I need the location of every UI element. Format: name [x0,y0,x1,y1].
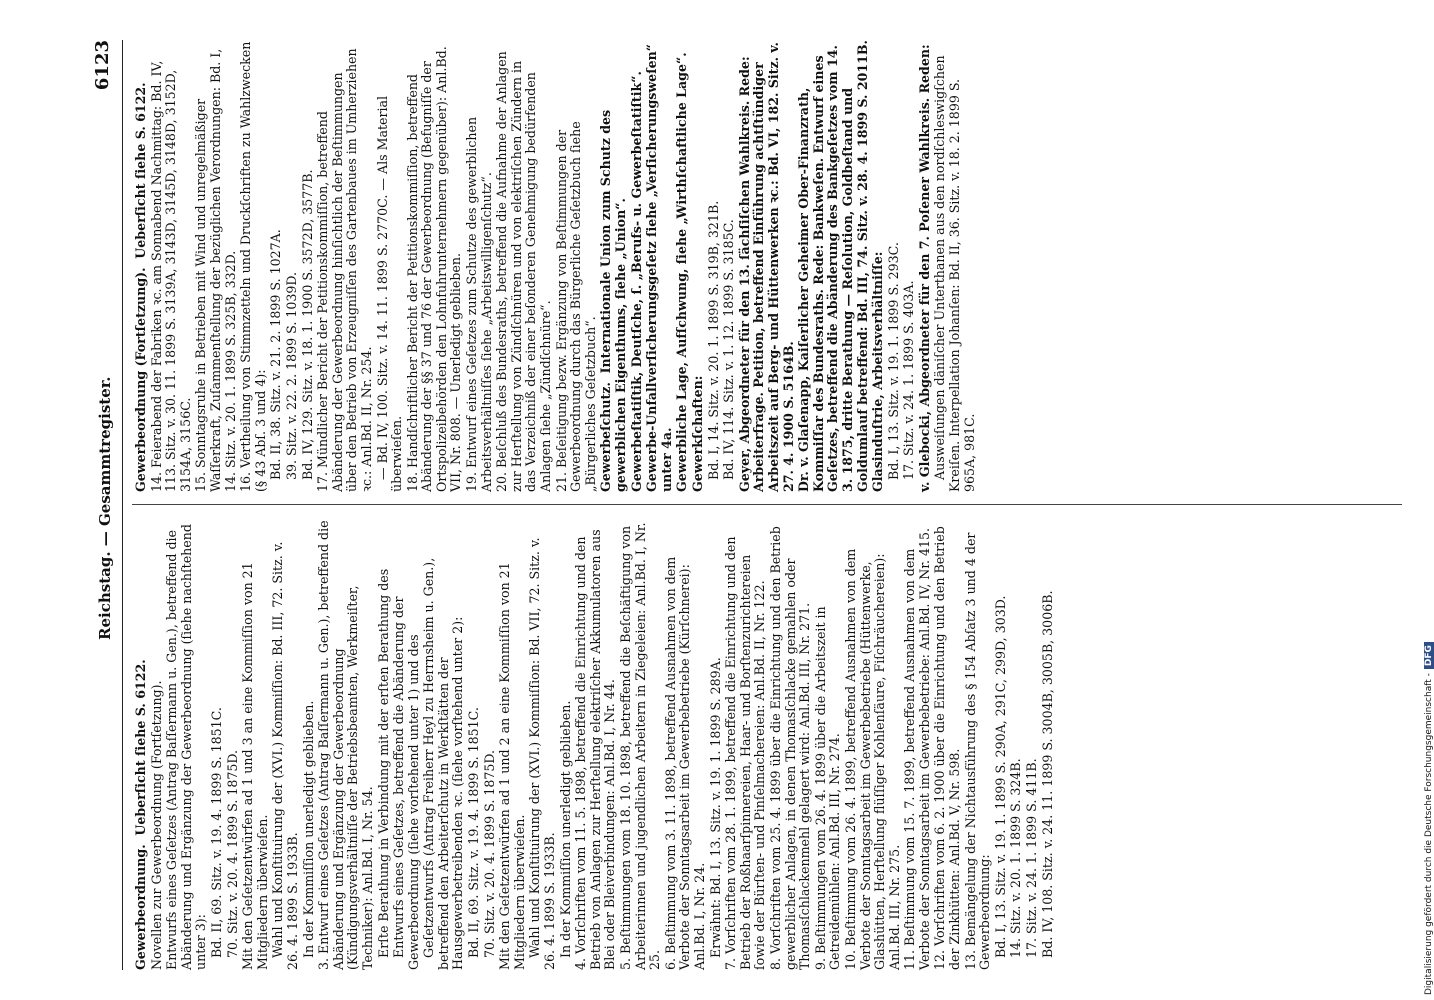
index-entry: In der Kommiſſion unerledigt geblieben. [557,700,573,970]
index-entry: Bd. IV, 129. Sitz. v. 18. 1. 1900 S. 3572D, 3577B. [299,169,315,492]
index-entry: Entwurfs eines Geſetzes (Antrag Baſſermann u. Gen.), betreffend die Abänderung und Ergänzung der Gewerbeordnung (ſiehe nachſtehend unter 3): [164,520,209,970]
index-entry: Mit den Geſetzentwürfen ad 1 und 3 an eine Kommiſſion von 21 Mitgliedern überwieſen. [240,558,270,970]
index-entry: Bd. I, 14. Sitz. v. 20. 1. 1899 S. 319B, 321B. [705,200,721,492]
index-entry: Gewerbliche Lage, Aufſchwung, ſiehe „Wirthſchaftliche Lage“. [674,52,690,492]
digitization-note-text: Digitalisierung gefördert durch die Deutsche Forschungsgemeinschaft - [1424,673,1434,995]
index-entry: 17. Sitz. v. 24. 1. 1899 S. 411B. [1024,758,1040,970]
index-entry: 16. Vertheilung von Stimmzetteln und Druckſchriften zu Wahlzwecken (§ 43 Abſ. 3 und 4): [238,37,268,492]
index-entry: 5. Beſtimmungen vom 18. 10. 1898, betreffend die Beſchäftigung von Arbeiterinnen und jugendlichen Arbeitern in Ziegeleien: Anl.Bd. I, Nr. 25. [618,518,663,970]
index-entry: Gewerbeſtatiſtik, Deutſche, ſ. „Berufs- u. Gewerbeſtatiſtik“. [628,71,644,492]
index-entry: Bd. II, 38. Sitz. v. 21. 2. 1899 S. 1027A. [268,229,284,492]
index-entry: Gewerbeordnung. Ueberſicht ſiehe S. 6122. [133,659,148,970]
index-entry: Bd. IV, 108. Sitz. v. 24. 11. 1899 S. 3004B, 3005B, 3006B. [1039,590,1055,970]
index-entry: 14. Feierabend der Fabriken ꝛc. am Sonnabend Nachmittag: Bd. IV, 113. Sitz. v. 30. 11. 1899 S. 3139A, 3143D, 3145D, 3148D, 3152D, 3154A, 3156C. [148,56,193,492]
index-entry: 4. Vorſchriften vom 11. 5. 1898, betreffend die Einrichtung und den Betrieb von Anlagen zur Herſtellung elektriſcher Akkumulatoren aus Blei oder Bleiverbindungen: Anl.Bd. I, Nr. 44. [573,525,618,970]
page-number: 6123 [92,40,113,91]
index-entry: Ausweiſungen däniſcher Unterthanen aus den nordſchleswigſchen Kreiſen. Interpellation Johanſen: Bd. II, 36. Sitz. v. 18. 2. 1899 S. 965A, 981C. [932,51,977,492]
column-divider [132,504,1402,505]
index-entry: 70. Sitz. v. 20. 4. 1899 S. 1875D. [224,749,240,970]
digitization-note [1424,642,1434,995]
left-column [134,518,1056,970]
index-entry: Wahl und Konſtituirung der (XVI.) Kommiſſion: Bd. III, 72. Sitz. v. 26. 4. 1899 S. 1933B. [270,537,300,970]
index-entry: Bd. I, 13. Sitz. v. 19. 1. 1899 S. 293C. [885,242,901,492]
index-entry: Wahl und Konſtituirung der (XVI.) Kommiſſion: Bd. VII, 72. Sitz. v. 26. 4. 1899 S. 1933B. [527,533,558,970]
running-title: Reichstag. — Gesammtregister. [96,376,114,640]
index-entry: 8. Vorſchriften vom 25. 4. 1899 über die Einrichtung und den Betrieb gewerblicher Anlagen, in denen Thomasſchlacke gemahlen oder Thomasſchlackenmehl gelagert wird: Anl.Bd. III, Nr. 271. [767,522,813,970]
index-entry: Gewerbeſchutz. Internationale Union zum Schutz des gewerblichen Eigenthums, ſiehe „Union“. [598,105,628,492]
index-entry: v. Glebocki, Abgeordneter für den 7. Poſener Wahlkreis. Reden: [916,44,932,492]
index-entry: Mit den Geſetzentwürfen ad 1 und 2 an eine Kommiſſion von 21 Mitgliedern überwieſen. [497,558,527,970]
index-entry: 14. Sitz. v. 20. 1. 1899 S. 324B. [1008,758,1024,970]
index-entry: 3. Entwurf eines Geſetzes (Antrag Baſſermann u. Gen.), betreffend die Abänderung und Ergänzung der Gewerbeordnung (Kündigungsverhältniſſe der Betriebsbeamten, Werkmeiſter, Techniker): Anl.Bd. I, Nr. 54. [316,516,375,970]
index-entry: 7. Vorſchriften vom 28. 1. 1899, betreffend die Einrichtung und den Betrieb der Roßhaarſpinnereien, Haar- und Borſtenzurichtereien ſowie der Bürſten- und Pinſelmachereien: Anl.Bd. II, Nr. 122. [723,532,768,970]
index-entry: Bd. I, 13. Sitz. v. 19. 1. 1899 S. 290A, 291C, 299D, 303D. [992,595,1008,970]
index-entry: 9. Beſtimmungen vom 26. 4. 1899 über die Arbeitszeit in Getreidemühlen: Anl.Bd. III, Nr. 274. [812,602,843,970]
index-entry: 70. Sitz. v. 20. 4. 1899 S. 1875D. [481,749,497,970]
index-entry: 13. Bemängelung der Nichtausführung des § 154 Abſatz 3 und 4 der Gewerbeordnung: [962,528,993,970]
index-entry: 11. Beſtimmung vom 15. 7. 1899, betreffend Ausnahmen von dem Verbote der Sonntagsarbeit im Gewerbebetriebe: Anl.Bd. IV, Nr. 415. [902,528,932,970]
index-entry: 6. Beſtimmung vom 3. 11. 1898, betreffend Ausnahmen von dem Verbote der Sonntagsarbeit im Gewerbebetriebe (Kürſchnerei): Anl.Bd. I, Nr. 24. [662,552,707,970]
index-entry: 17. Mündlicher Bericht der Petitionskommiſſion, betreffend Abänderung der Gewerbeordnung hinſichtlich der Beſtimmungen über den Betrieb von Erzeugniſſen des Gartenbaues im Umherziehen ꝛc.: Anl.Bd. II, Nr. 254. [315,44,374,492]
right-column [133,37,978,492]
index-entry: Novellen zur Gewerbeordnung (Fortſetzung). [148,680,164,970]
index-entry: Glasinduſtrie, Arbeitsverhältniſſe: [870,251,886,492]
dfg-logo: DFG [1424,642,1434,669]
index-entry: Bd. IV, 114. Sitz. v. 1. 12. 1899 S. 3185C. [721,219,737,492]
rotated-page-content [90,37,1410,970]
index-entry: 21. Beſeitigung bezw. Ergänzung von Beſtimmungen der Gewerbeordnung durch das Bürgerliche Geſetzbuch ſiehe „Bürgerliches Geſetzbuch“. [553,117,598,492]
index-entry: Gewerbe-Unfallverſicherungsgeſetz ſiehe „Verſicherungsweſen“ unter 4a. [644,39,674,492]
header-rule [122,40,123,970]
index-entry: — Bd. IV, 100. Sitz. v. 14. 11. 1899 S. 2770C. — Als Material überwieſen. [374,91,405,492]
index-entry: Erwähnt: Bd. I, 13. Sitz. v. 19. 1. 1899 S. 289A. [707,657,723,970]
index-entry: Geyer, Abgeordneter für den 13. ſächſiſchen Wahlkreis. Rede: Arbeiterfrage. Petition, betreffend Einführung achtſtündiger Arbeitszeit auf Berg- und Hüttenwerken ꝛc.: Bd. VI, 182. Sitz. v. 27. 4. 1900 S. 5164B. [736,37,796,492]
index-entry: In der Kommiſſion unerledigt geblieben. [300,700,316,970]
index-entry: 12. Vorſchriften vom 6. 2. 1900 über die Einrichtung und den Betrieb der Zinkhütten: Anl.Bd. V, Nr. 598. [932,522,963,970]
index-entry: 19. Entwurf eines Geſetzes zum Schutze des gewerblichen Arbeitsverhältniſſes ſiehe „Arbeitswilligenſchutz“. [464,112,494,492]
index-entry: Bd. II, 69. Sitz. v. 19. 4. 1899 S. 1851C. [466,707,482,970]
index-entry: Erſte Berathung in Verbindung mit der erſten Berathung des [375,568,391,970]
index-entry: Geſetzentwurfs (Antrag Freiherr Heyl zu Herrnsheim u. Gen.), betreffend den Arbeiterſchutz in Werkſtätten der Hausgewerbetreibenden ꝛc. (ſiehe vorſtehend unter 2): [421,553,466,970]
index-entry: 20. Beſchluß des Bundesraths, betreffend die Aufnahme der Anlagen zur Herſtellung von Zündſchnüren und von elektriſchen Zündern in das Verzeichniß der einer beſonderen Genehmigung bedürfenden Anlagen ſiehe „Zündſchnüre“. [494,47,554,492]
index-entry: 10. Beſtimmung vom 26. 4. 1899, betreffend Ausnahmen von dem Verbote der Sonntagsarbeit im Gewerbebetriebe (Hüttenwerke, Glashütten, Herſtellung flüſſiger Kohlenſäure, Fiſchräuchereien): Anl.Bd. III, Nr. 275. [842,544,902,970]
index-entry: Gewerbeordnung (Fortſetzung). Ueberſicht ſiehe S. 6122. [133,82,148,492]
index-entry: Bd. II, 69. Sitz. v. 19. 4. 1899 S. 1851C. [208,707,224,970]
index-entry: Gewerkſchaften: [689,375,705,492]
index-entry: 18. Handſchriftlicher Bericht der Petitionskommiſſion, betreffend Abänderung der §§ 37 und 76 der Gewerbeordnung (Befugniſſe der Ortspolizeibehörden den Lohnfuhrunternehmern gegenüber): Anl.Bd. VII, Nr. 808. — Unerledigt geblieben. [404,42,464,492]
index-entry: 17. Sitz. v. 24. 1. 1899 S. 403A. [901,280,917,492]
running-header [90,40,120,970]
index-entry: Dr. v. Glaſenapp, Kaiſerlicher Geheimer Ober-Finanzrath, Kommiſſar des Bundesraths. Rede: Bankweſen. Entwurf eines Geſetzes, betreffend die Abänderung des Bankgeſetzes vom 14. 3. 1875, dritte Berathung — Reſolution, Goldbeſtand und Goldumlauf betreffend: Bd. III, 74. Sitz. v. 28. 4. 1899 S. 2011B. [796,40,870,492]
index-entry: Entwurfs eines Geſetzes, betreffend die Abänderung der Gewerbeordnung (ſiehe vorſtehend unter 1) und des [391,592,421,970]
index-entry: 39. Sitz. v. 22. 2. 1899 S. 1039D. [283,271,299,492]
index-entry: 15. Sonntagsruhe in Betrieben mit Wind und unregelmäßiger Waſſerkraft, Zuſammenſtellung der bezüglichen Verordnungen: Bd. I, 14. Sitz. v. 20. 1. 1899 S. 325B, 332D. [193,44,238,492]
